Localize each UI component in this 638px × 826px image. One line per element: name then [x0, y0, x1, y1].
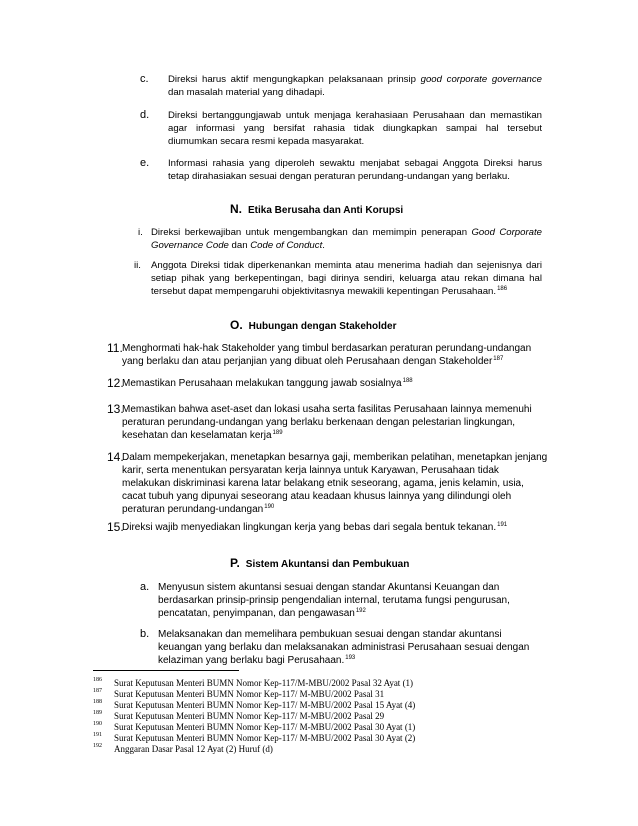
list-marker: b. — [140, 628, 150, 640]
italic-text: good corporate governance — [420, 74, 542, 85]
section-title: Sistem Akuntansi dan Pembukuan — [245, 559, 410, 570]
list-marker: d. — [140, 109, 150, 121]
item-text: melakukan diskriminasi karena latar belakang etnik seseorang, agama, jenis kelamin, usia, — [122, 478, 524, 489]
footnote-ref: 189 — [272, 430, 283, 436]
list-marker: ii. — [134, 260, 141, 271]
item-text: Menghormati hak-hak Stakeholder yang timbul berdasarkan peraturan perundang-undangan — [122, 343, 532, 354]
list-marker: 11. — [107, 341, 123, 355]
list-marker: 14. — [107, 450, 124, 464]
footnote-ref: 192 — [355, 608, 366, 614]
footnote-text: Surat Keputusan Menteri BUMN Nomor Kep-117/ M-MBU/2002 Pasal 29 — [114, 711, 385, 721]
section-heading-n — [230, 202, 403, 216]
item-text: Dalam mempekerjakan, menetapkan besarnya gaji, memberikan pelatihan, menetapkan jenjang — [122, 452, 548, 463]
item-text: dan masalah material yang dihadapi. — [168, 87, 325, 98]
footnote-number: 189 — [93, 710, 102, 716]
footnote-number: 187 — [93, 688, 102, 694]
footnote-ref: 188 — [402, 378, 413, 384]
section-heading-o — [230, 318, 396, 332]
section-letter: P. — [230, 556, 240, 570]
footnote-ref: 187 — [493, 356, 504, 362]
footnote-text: Surat Keputusan Menteri BUMN Nomor Kep-117/ M-MBU/2002 Pasal 31 — [114, 689, 385, 699]
item-text: karir, serta menentukan persyaratan kerja lainnya untuk Karyawan, Perusahaan tidak — [122, 465, 499, 476]
list-marker: 15. — [107, 520, 124, 534]
footnote-ref: 190 — [264, 504, 275, 510]
item-text: kelaziman yang berlaku bagi Perusahaan. — [158, 655, 345, 666]
footnote-divider — [93, 670, 239, 671]
footnote-ref: 193 — [345, 655, 356, 661]
footnote-number: 186 — [93, 677, 102, 683]
item-text: Informasi rahasia yang diperoleh sewaktu menjabat sebagai Anggota Direksi harus — [168, 158, 542, 169]
item-text: Menyusun sistem akuntansi sesuai dengan standar Akuntansi Keuangan dan — [158, 582, 500, 593]
footnote-number: 190 — [93, 721, 102, 727]
item-text: berdasarkan prinsip-prinsip pengendalian internal, terutama fungsi pengurusan, — [158, 595, 510, 606]
item-text: keuangan yang berlaku dan melaksanakan administrasi Perusahaan sesuai dengan — [158, 642, 530, 653]
list-marker: 12. — [107, 376, 124, 390]
item-text: Direksi bertanggungjawab untuk menjaga kerahasiaan Perusahaan dan memastikan — [168, 110, 542, 121]
list-marker: 13. — [107, 402, 124, 416]
item-text: . — [322, 240, 325, 251]
footnote-number: 191 — [93, 732, 102, 738]
list-marker: a. — [140, 581, 150, 593]
item-text: Direksi harus aktif mengungkapkan pelaksanaan prinsip — [168, 74, 416, 85]
item-text: Memastikan Perusahaan melakukan tanggung jawab sosialnya — [122, 378, 402, 389]
item-text: peraturan perundang-undangan — [122, 504, 264, 515]
section-title: Etika Berusaha dan Anti Korupsi — [248, 205, 404, 216]
footnote-text: Surat Keputusan Menteri BUMN Nomor Kep-117/M-MBU/2002 Pasal 32 Ayat (1) — [114, 678, 414, 688]
section-heading-p — [230, 556, 409, 570]
item-text: setiap pihak yang berkepentingan, bagi dirinya sendiri, keluarga atau rekan dimana hal — [151, 273, 542, 284]
footnote-number: 192 — [93, 743, 102, 749]
list-marker: c. — [140, 73, 149, 85]
item-text: diumumkan secara resmi kepada masyarakat. — [168, 136, 365, 147]
footnote-ref: 191 — [497, 522, 508, 528]
section-title: Hubungan dengan Stakeholder — [248, 321, 397, 332]
item-text: Anggota Direksi tidak diperkenankan meminta atau menerima hadiah dan sejenisnya dari — [151, 260, 542, 271]
item-text: Direksi berkewajiban untuk mengembangkan dan memimpin penerapan — [151, 227, 468, 238]
footnote-text: Surat Keputusan Menteri BUMN Nomor Kep-117/ M-MBU/2002 Pasal 15 Ayat (4) — [114, 700, 416, 710]
footnote-ref: 186 — [497, 286, 508, 292]
italic-text: Code of Conduct — [250, 240, 323, 251]
section-letter: O. — [230, 318, 243, 332]
item-text: kesehatan dan keselamatan kerja — [122, 430, 272, 441]
item-text: Direksi wajib menyediakan lingkungan kerja yang bebas dari segala bentuk tekanan. — [122, 522, 497, 533]
item-text: cacat tubuh yang dipunyai seseorang atau keadaan khusus lainnya yang dilindungi oleh — [122, 491, 512, 502]
section-letter: N. — [230, 202, 242, 216]
item-text: Melaksanakan dan memelihara pembukuan sesuai dengan standar akuntansi — [158, 629, 502, 640]
item-text: peraturan perundang-undangan yang berlaku berkenaan dengan pelestarian lingkungan, — [122, 417, 516, 428]
italic-text: Good Corporate — [471, 227, 543, 238]
footnote-number: 188 — [93, 699, 102, 705]
footnote-text: Anggaran Dasar Pasal 12 Ayat (2) Huruf (d) — [114, 744, 273, 754]
item-text: tersebut dapat mempengaruhi objektivitasnya mewakili kepentingan Perusahaan. — [151, 286, 497, 297]
item-text: Memastikan bahwa aset-aset dan lokasi usaha serta fasilitas Perusahaan lainnya memenuhi — [122, 404, 532, 415]
item-text: agar informasi yang bersifat rahasia tidak diungkapkan sampai hal tersebut — [168, 123, 542, 134]
item-text: pencatatan, penyimpanan, dan pengawasan — [158, 608, 355, 619]
footnote-text: Surat Keputusan Menteri BUMN Nomor Kep-117/ M-MBU/2002 Pasal 30 Ayat (1) — [114, 722, 416, 732]
item-text: yang berlaku dan atau perjanjian yang dibuat oleh Perusahaan dengan Stakeholder — [122, 356, 493, 367]
list-marker: i. — [138, 227, 143, 238]
item-text: tetap dirahasiakan sesuai dengan peraturan perundang-undangan yang berlaku. — [168, 171, 510, 182]
footnote-text: Surat Keputusan Menteri BUMN Nomor Kep-117/ M-MBU/2002 Pasal 30 Ayat (2) — [114, 733, 416, 743]
italic-text: Governance Code — [151, 240, 229, 251]
item-text: dan — [231, 240, 248, 251]
list-marker: e. — [140, 157, 150, 169]
